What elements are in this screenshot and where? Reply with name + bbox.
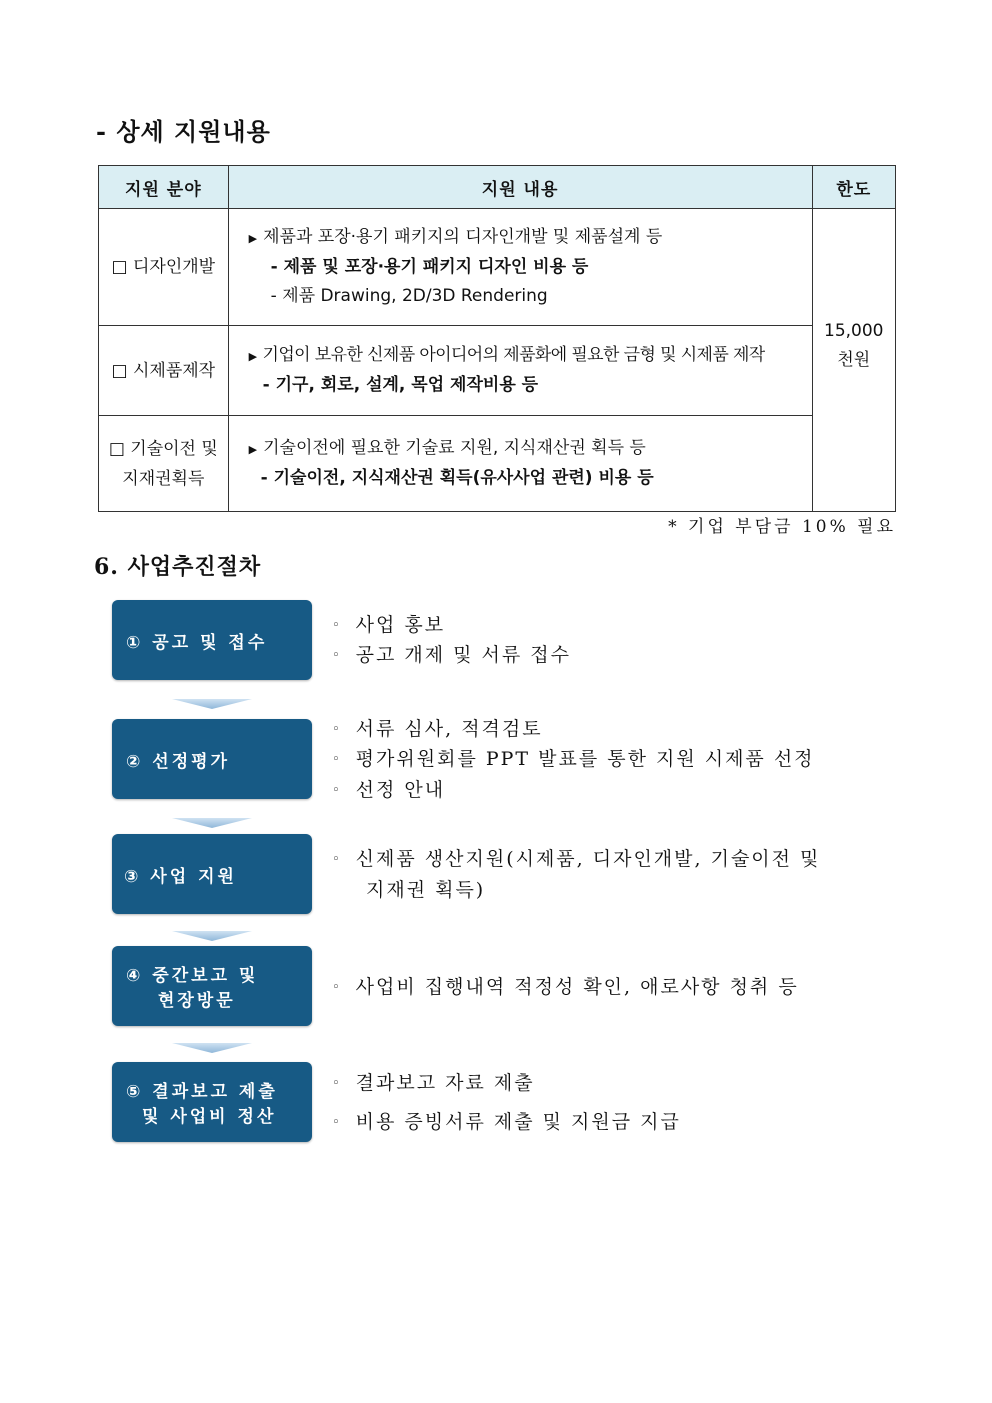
step-1-item: ◦ 사업 홍보 bbox=[332, 614, 446, 636]
limit-amount: 15,000 bbox=[824, 320, 884, 341]
step-2-item: ◦ 평가위원회를 PPT 발표를 통한 지원 시제품 선정 bbox=[332, 748, 815, 770]
circle-bullet-icon: ◦ bbox=[332, 722, 342, 737]
step-3-item-continued: 지재권 획득) bbox=[366, 879, 486, 901]
support-table bbox=[98, 165, 896, 512]
footnote: * 기업 부담금 10% 필요 bbox=[668, 517, 896, 537]
table-row bbox=[99, 416, 896, 512]
content-cell bbox=[228, 326, 812, 416]
table-row bbox=[99, 209, 896, 326]
category-label: □ 시제품제작 bbox=[111, 360, 216, 381]
circle-bullet-icon: ◦ bbox=[332, 1115, 342, 1130]
step-5-item: ◦ 결과보고 자료 제출 bbox=[332, 1072, 535, 1094]
content-line-bold: - 기술이전, 지식재산권 획득(유사사업 관련) 비용 등 bbox=[260, 468, 654, 488]
triangle-bullet-icon: ▶ bbox=[248, 350, 257, 363]
step-box-5: ⑤ 결과보고 제출 및 사업비 정산 bbox=[112, 1062, 312, 1142]
down-arrow-icon bbox=[172, 931, 252, 941]
category-cell bbox=[99, 416, 229, 512]
step-1-item: ◦ 공고 개제 및 서류 접수 bbox=[332, 644, 572, 666]
down-arrow-icon bbox=[172, 818, 252, 828]
limit-unit: 천원 bbox=[837, 349, 871, 370]
procedure-title: 6. 사업추진절차 bbox=[94, 554, 262, 580]
circle-bullet-icon: ◦ bbox=[332, 1076, 342, 1091]
content-line-bold: - 기구, 회로, 설계, 목업 제작비용 등 bbox=[262, 375, 539, 395]
step-box-3: ③ 사업 지원 bbox=[112, 834, 312, 914]
circle-bullet-icon: ◦ bbox=[332, 618, 342, 633]
header-limit: 한도 bbox=[812, 166, 896, 209]
circle-bullet-icon: ◦ bbox=[332, 852, 342, 867]
header-content: 지원 내용 bbox=[228, 166, 812, 209]
down-arrow-icon bbox=[172, 699, 252, 709]
content-line: ▶ 기술이전에 필요한 기술료 지원, 지식재산권 획득 등 bbox=[248, 438, 646, 458]
circle-bullet-icon: ◦ bbox=[332, 648, 342, 663]
table-header-row bbox=[99, 166, 896, 209]
step-2-item: ◦ 서류 심사, 적격검토 bbox=[332, 718, 543, 740]
circle-bullet-icon: ◦ bbox=[332, 783, 342, 798]
step-4-item: ◦ 사업비 집행내역 적정성 확인, 애로사항 청취 등 bbox=[332, 976, 799, 998]
category-label: □ 기술이전 및 bbox=[108, 438, 218, 459]
step-5-item: ◦ 비용 증빙서류 제출 및 지원금 지급 bbox=[332, 1111, 681, 1133]
step-3-item: ◦ 신제품 생산지원(시제품, 디자인개발, 기술이전 및 bbox=[332, 848, 821, 870]
content-cell bbox=[228, 209, 812, 326]
circle-bullet-icon: ◦ bbox=[332, 752, 342, 767]
circle-bullet-icon: ◦ bbox=[332, 980, 342, 995]
section-title: - 상세 지원내용 bbox=[96, 117, 271, 146]
step-box-1: ① 공고 및 접수 bbox=[112, 600, 312, 680]
step-box-4: ④ 중간보고 및 현장방문 bbox=[112, 946, 312, 1026]
limit-cell bbox=[812, 209, 896, 512]
header-category: 지원 분야 bbox=[99, 166, 229, 209]
content-line: ▶ 제품과 포장·용기 패키지의 디자인개발 및 제품설계 등 bbox=[248, 227, 663, 247]
content-line: - 제품 Drawing, 2D/3D Rendering bbox=[270, 286, 548, 306]
triangle-bullet-icon: ▶ bbox=[248, 232, 258, 245]
step-box-2: ② 선정평가 bbox=[112, 719, 312, 799]
content-line: ▶ 기업이 보유한 신제품 아이디어의 제품화에 필요한 금형 및 시제품 제작 bbox=[248, 345, 765, 365]
content-cell bbox=[228, 416, 812, 512]
category-cell bbox=[99, 209, 229, 326]
category-cell bbox=[99, 326, 229, 416]
step-2-item: ◦ 선정 안내 bbox=[332, 779, 446, 801]
content-line-bold: - 제품 및 포장·용기 패키지 디자인 비용 등 bbox=[270, 257, 589, 277]
category-label: □ 디자인개발 bbox=[111, 257, 216, 277]
table-row bbox=[99, 326, 896, 416]
triangle-bullet-icon: ▶ bbox=[248, 443, 258, 456]
category-label: 지재권획득 bbox=[122, 468, 205, 489]
down-arrow-icon bbox=[172, 1043, 252, 1053]
